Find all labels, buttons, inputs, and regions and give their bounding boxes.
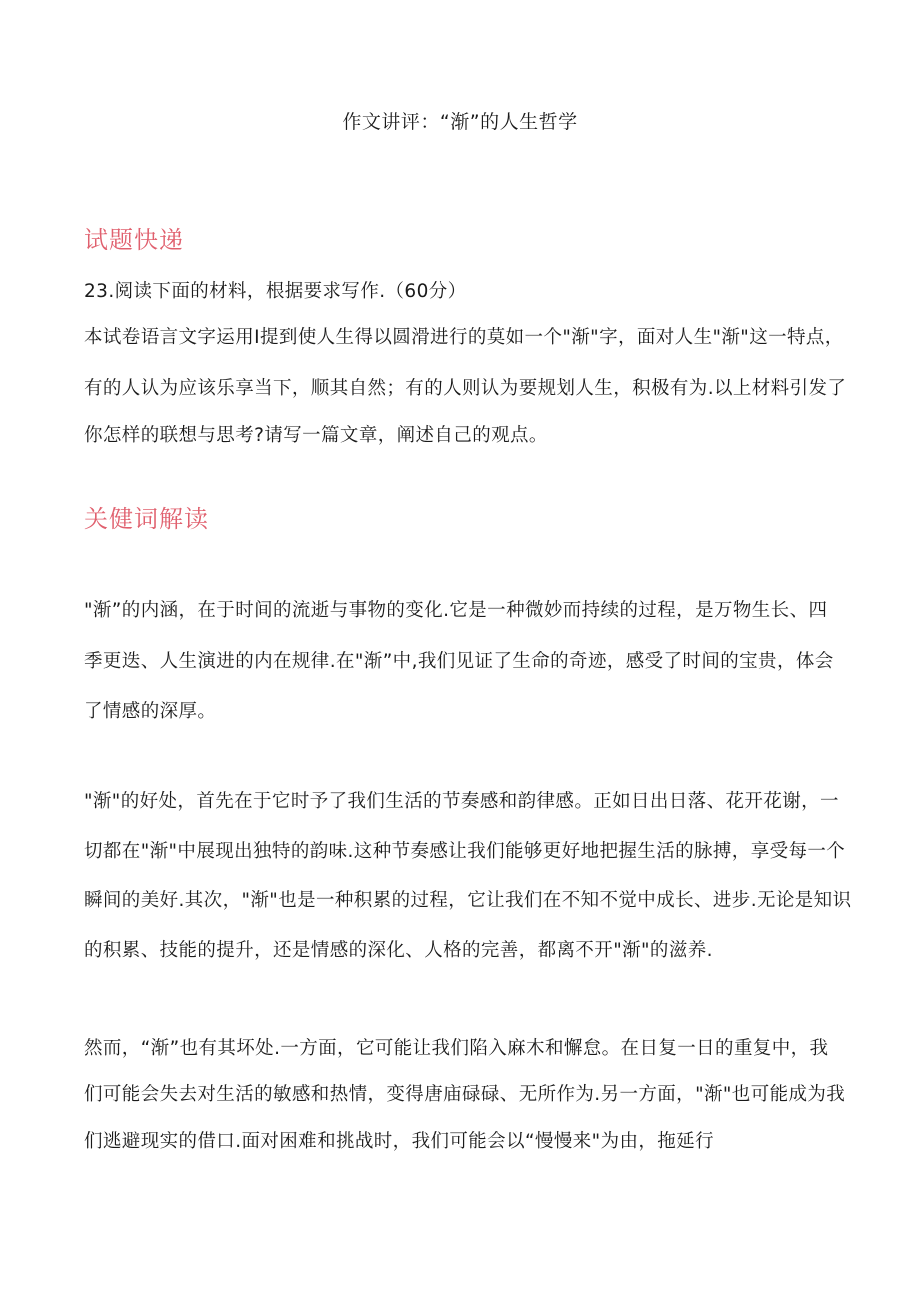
paragraph-line: "渐"的好处，首先在于它时予了我们生活的节奏感和韵律感。正如日出日落、花开花谢，一 — [84, 791, 839, 812]
paragraph-line: 们可能会失去对生活的敏感和热情，变得唐庙碌碌、无所作为.另一方面，"渐"也可能成为我 — [84, 1084, 846, 1105]
section-heading-keywords: 关健词解读 — [84, 505, 209, 533]
document-title: 作文讲评：“渐”的人生哲学 — [342, 111, 578, 133]
paragraph-line: "渐”的内涵，在于时间的流逝与事物的变化.它是一种微妙而持续的过程，是万物生长、四 — [84, 600, 828, 621]
paragraph-line: 然而，“渐”也有其坏处.一方面，它可能让我们陷入麻木和懈怠。在日复一日的重复中，我 — [84, 1038, 829, 1059]
section-heading-question: 试题快递 — [84, 226, 184, 254]
question-line: 本试卷语言文字运用Ⅰ提到使人生得以圆滑进行的莫如一个"渐"字，面对人生"渐"这一特点， — [84, 327, 844, 348]
paragraph-line: 瞬间的美好.其次，"渐"也是一种积累的过程，它让我们在不知不觉中成长、进步.无论是知识 — [84, 890, 852, 911]
paragraph-line: 们逃避现实的借口.面对困难和挑战时，我们可能会以“慢慢来"为由，拖延行 — [84, 1131, 714, 1152]
paragraph-line: 切都在"渐"中展现出独特的韵味.这种节奏感让我们能够更好地把握生活的脉搏，享受每一个 — [84, 841, 846, 862]
question-line: 你怎样的联想与思考?请写一篇文章，阐述自己的观点。 — [84, 425, 548, 446]
question-line: 有的人认为应该乐享当下，顺其自然；有的人则认为要规划人生，积极有为.以上材料引发了 — [84, 378, 847, 399]
paragraph-line: 了情感的深厚。 — [84, 701, 217, 722]
question-line: 23.阅读下面的材料，根据要求写作.（60分） — [84, 281, 467, 302]
paragraph-line: 季更迭、人生演进的内在规律.在"渐”中,我们见证了生命的奇迹，感受了时间的宝贵，体会 — [84, 651, 834, 672]
paragraph-line: 的积累、技能的提升，还是情感的深化、人格的完善，都离不开"渐"的滋养. — [84, 940, 713, 961]
